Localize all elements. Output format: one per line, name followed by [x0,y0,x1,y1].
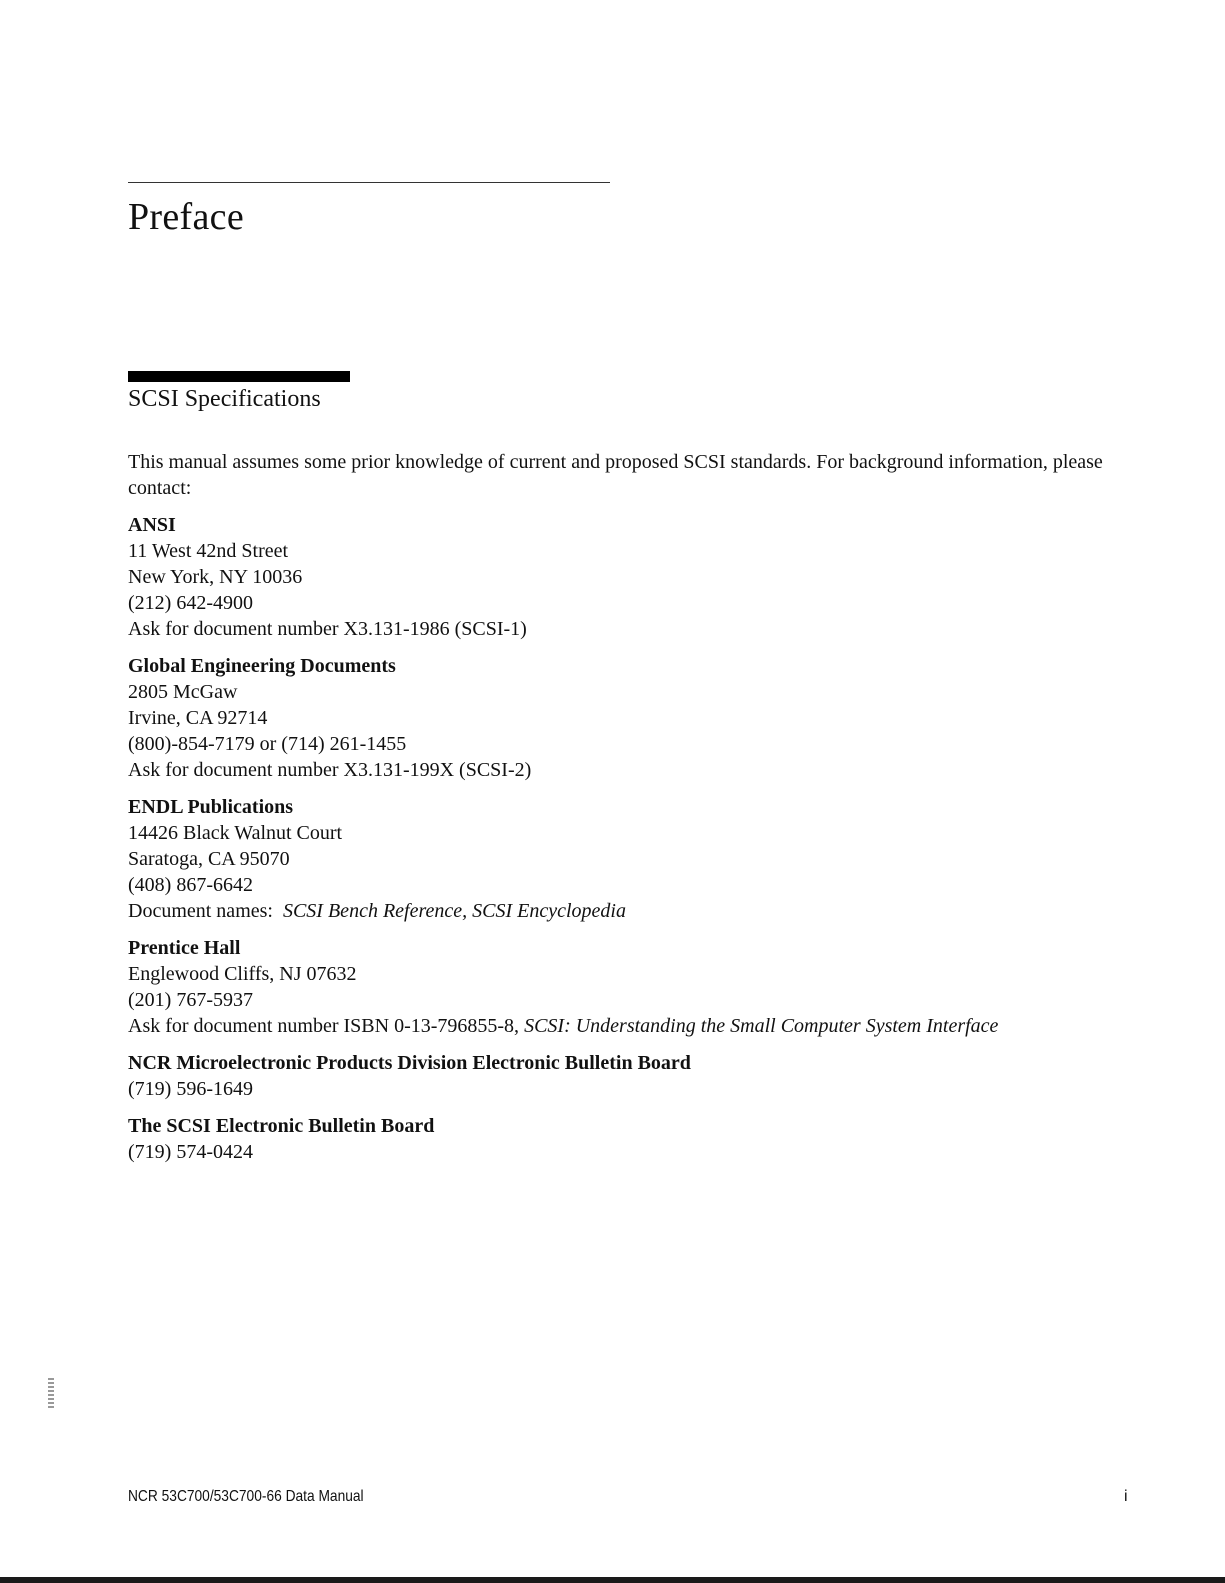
scan-bottom-edge [0,1577,1225,1583]
contact-name: Global Engineering Documents [128,655,396,677]
contact-global-engineering [128,653,1113,783]
scan-artifact [48,1378,54,1410]
page-content [128,449,1113,1176]
page-title: Preface [128,196,245,238]
contact-document [128,898,1113,924]
contact-address: 2805 McGaw [128,681,238,703]
contact-name: NCR Microelectronic Products Division Electronic Bulletin Board [128,1052,691,1074]
contact-document: Ask for document number X3.131-1986 (SCSI-1) [128,618,527,640]
contact-name: ANSI [128,514,176,536]
contact-prentice-hall [128,935,1113,1039]
contact-city: New York, NY 10036 [128,566,303,588]
contact-phone: (800)-854-7179 or (714) 261-1455 [128,733,407,755]
contact-phone: (719) 596-1649 [128,1078,253,1100]
intro-paragraph: This manual assumes some prior knowledge of current and proposed SCSI standards. For background information, please contact: [128,451,1103,499]
contact-city: Saratoga, CA 95070 [128,848,290,870]
contact-ncr-bulletin-board [128,1050,1113,1102]
manual-name: NCR 53C700/53C700-66 Data Manual [128,1488,364,1505]
section-bar [128,371,350,382]
page-number: i [1124,1488,1128,1505]
document-prefix: Document names: [128,900,283,922]
contact-phone: (719) 574-0424 [128,1141,253,1163]
document-titles: SCSI Bench Reference, SCSI Encyclopedia [282,900,626,922]
contact-ansi [128,512,1113,642]
contact-phone: (212) 642-4900 [128,592,253,614]
contact-document: Ask for document number X3.131-199X (SCSI-2) [128,759,532,781]
contact-scsi-bulletin-board [128,1113,1113,1165]
contact-name: ENDL Publications [128,796,294,818]
contact-address: 14426 Black Walnut Court [128,822,343,844]
contact-name: Prentice Hall [128,937,241,959]
contact-endl [128,794,1113,924]
contact-city: Irvine, CA 92714 [128,707,268,729]
contact-document [128,1013,1113,1039]
contact-phone: (201) 767-5937 [128,989,253,1011]
contact-phone: (408) 867-6642 [128,874,253,896]
document-prefix: Ask for document number ISBN 0-13-796855-8, [128,1015,525,1037]
contact-name: The SCSI Electronic Bulletin Board [128,1115,435,1137]
title-rule [128,182,610,183]
contact-address: 11 West 42nd Street [128,540,289,562]
section-title: SCSI Specifications [128,386,321,412]
document-titles: SCSI: Understanding the Small Computer System Interface [524,1015,999,1037]
contact-city: Englewood Cliffs, NJ 07632 [128,963,357,985]
